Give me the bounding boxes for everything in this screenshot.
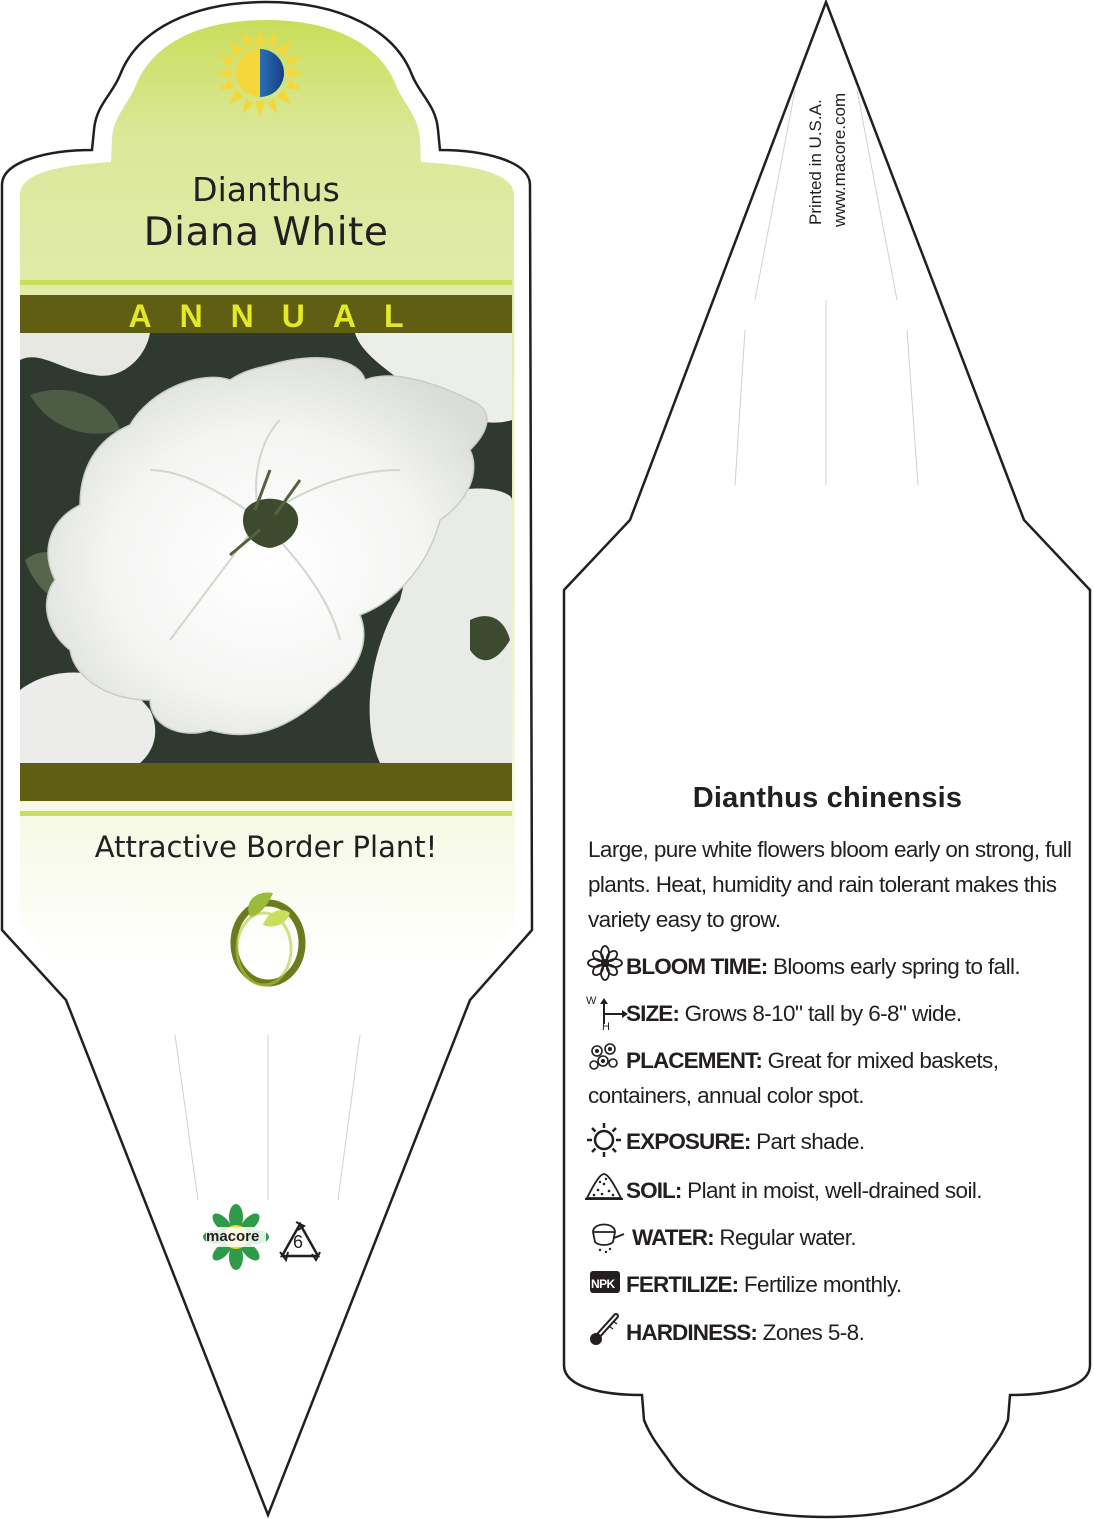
sun-partial-shade-icon: [216, 29, 304, 117]
care-water: [588, 1220, 1078, 1255]
size-h-letter: H: [602, 1021, 610, 1033]
website-label: www.macore.com: [830, 92, 849, 227]
care-exposure: [588, 1124, 1078, 1159]
care-label: HARDINESS:: [626, 1320, 758, 1345]
printed-in-label: Printed in U.S.A.: [806, 99, 825, 225]
care-label: SOIL:: [626, 1178, 682, 1203]
care-label: SIZE:: [626, 1001, 680, 1026]
recycle-code: 6: [293, 1232, 304, 1252]
care-soil: [588, 1173, 1078, 1208]
plant-tagline: Attractive Border Plant!: [94, 830, 438, 864]
care-size: [588, 996, 1078, 1031]
care-bloom-time: [588, 949, 1078, 984]
care-label: BLOOM TIME:: [626, 954, 768, 979]
size-w-letter: W: [586, 995, 596, 1007]
botanical-name: Dianthus chinensis: [692, 782, 963, 814]
care-text: Grows 8-10" tall by 6-8" wide.: [684, 1001, 962, 1026]
care-text: Fertilize monthly.: [743, 1272, 902, 1297]
care-text: Zones 5-8.: [762, 1320, 865, 1345]
plant-type-label: ANNUAL: [128, 298, 432, 334]
care-label: EXPOSURE:: [626, 1129, 751, 1154]
care-text: Part shade.: [756, 1129, 865, 1154]
plant-variety: Diana White: [143, 210, 389, 255]
care-label: PLACEMENT:: [626, 1048, 762, 1073]
bottom-banner: [20, 763, 512, 801]
plant-description: Large, pure white flowers bloom early on strong, full plants. Heat, humidity and rain tolerant makes this variety easy to grow.: [588, 837, 1072, 932]
care-label: WATER:: [632, 1225, 714, 1250]
care-hardiness: [588, 1315, 1078, 1350]
care-text: Blooms early spring to fall.: [772, 954, 1021, 979]
npk-label: NPK: [591, 1277, 615, 1291]
care-text: Regular water.: [719, 1225, 857, 1250]
care-text: Plant in moist, well-drained soil.: [687, 1178, 982, 1203]
brand-wordmark: macore: [206, 1228, 260, 1245]
white-dianthus-flower-photo: [20, 333, 512, 763]
care-placement: [588, 1043, 1078, 1113]
care-fertilize: [588, 1267, 1078, 1302]
care-text: Great for mixed baskets, containers, annual color spot.: [588, 1048, 999, 1108]
plant-genus: Dianthus: [192, 170, 340, 209]
care-label: FERTILIZE:: [626, 1272, 739, 1297]
